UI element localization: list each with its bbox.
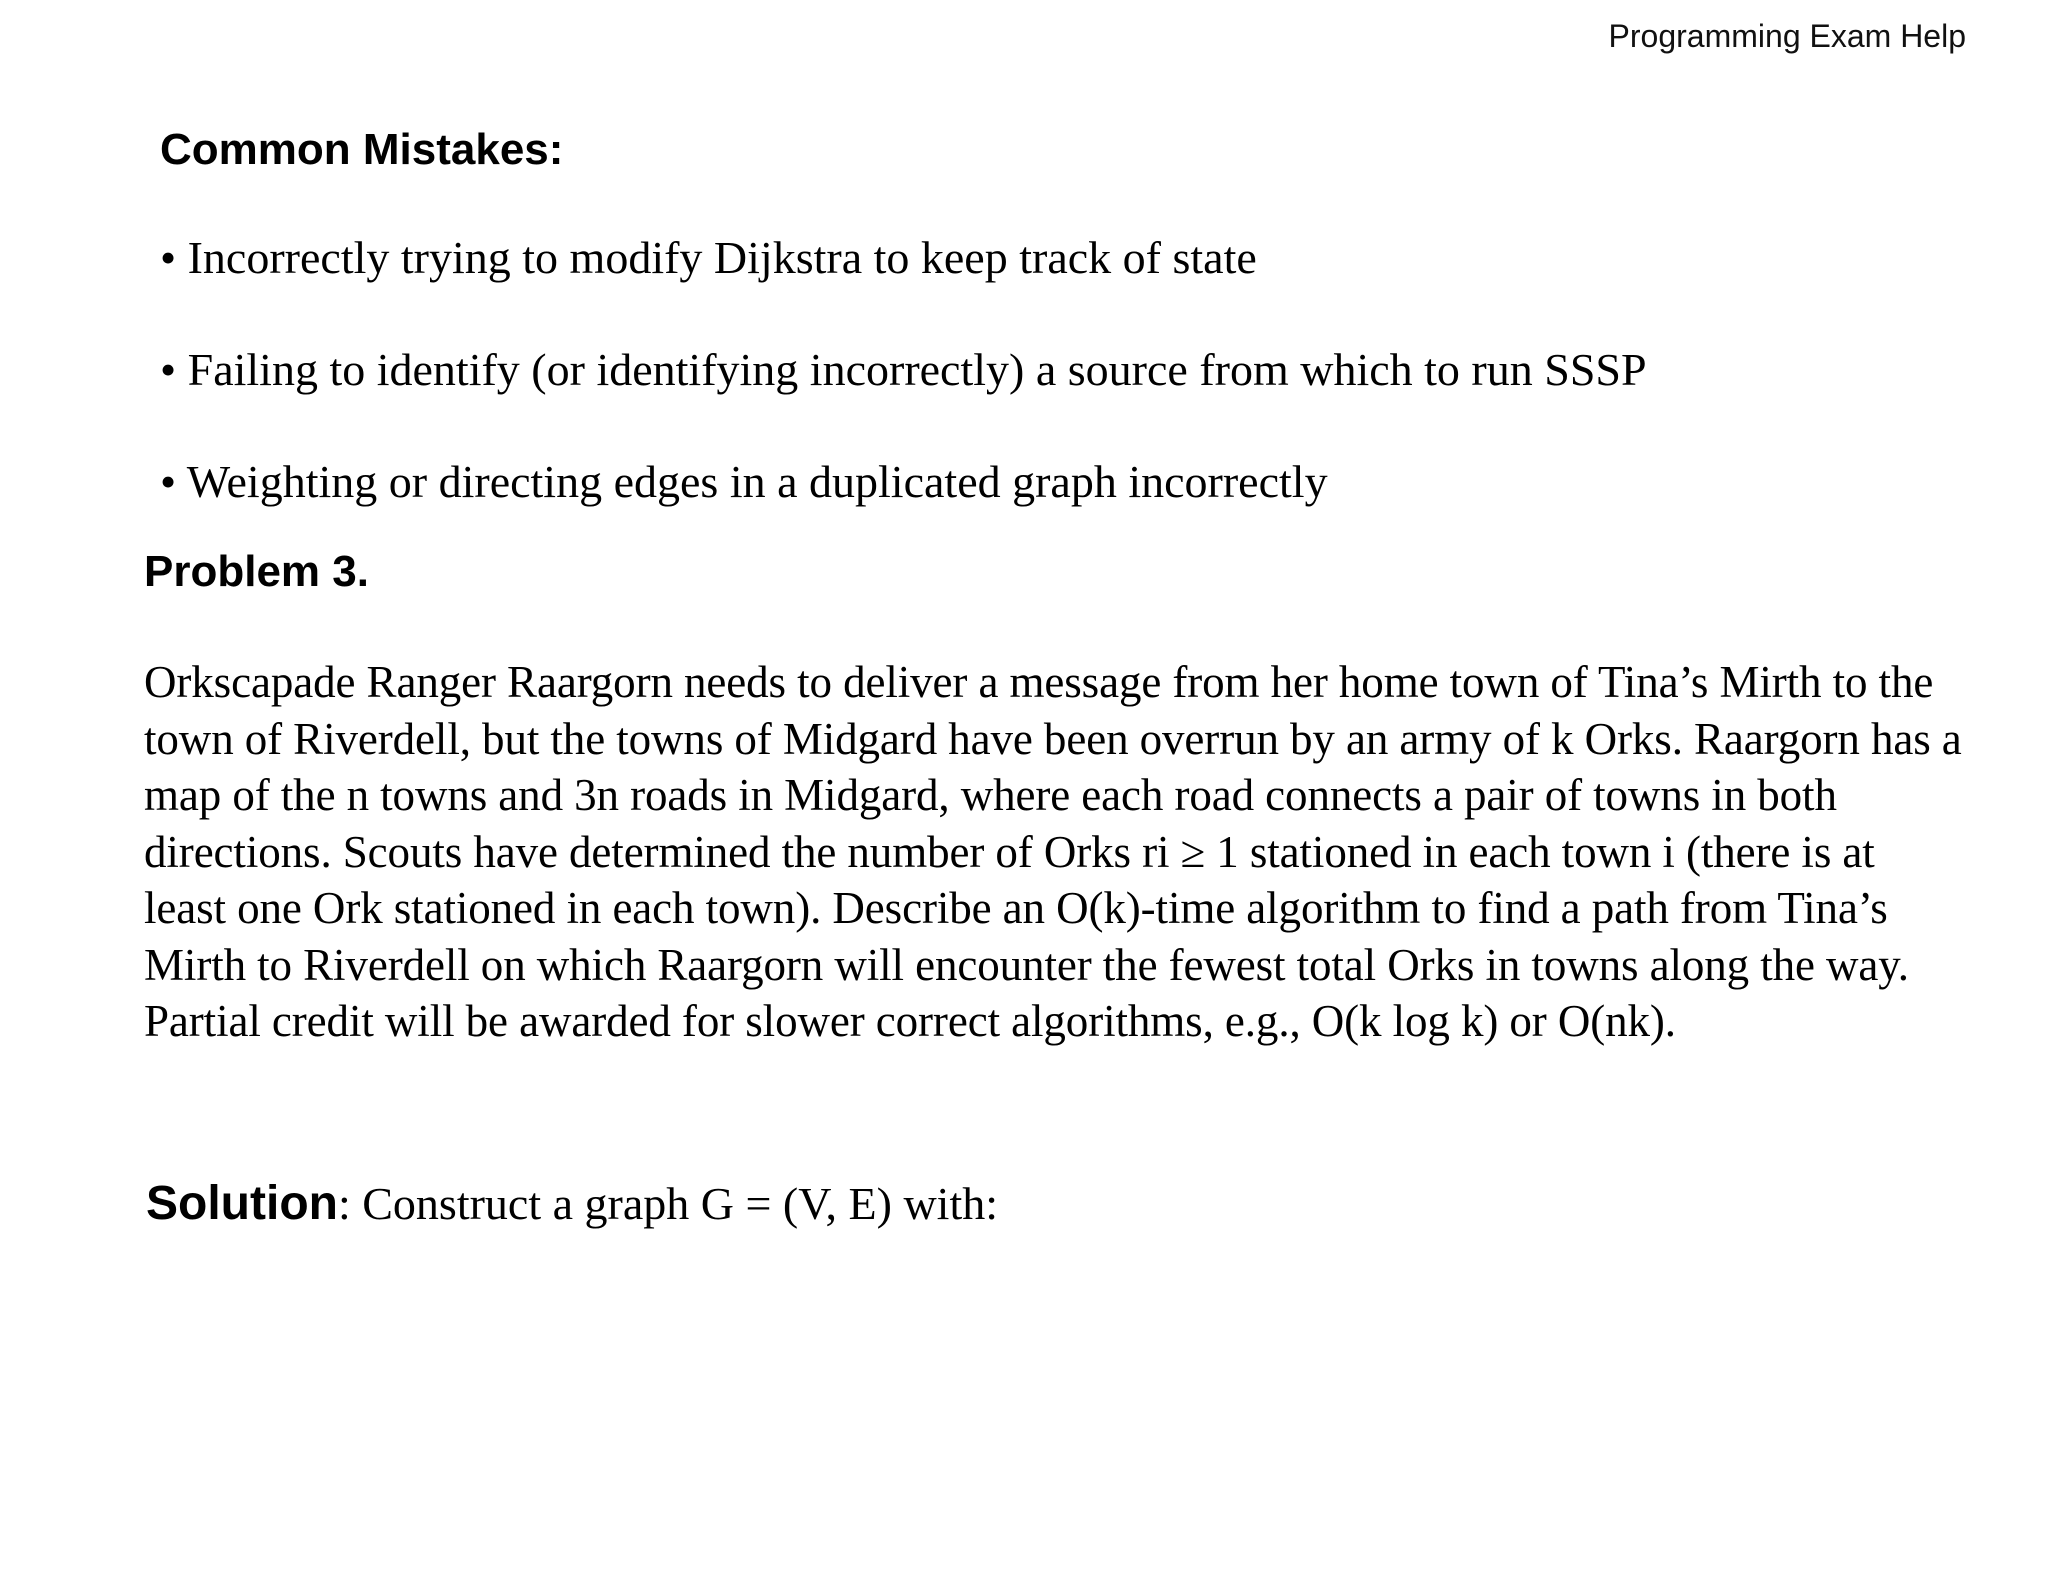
problem-statement: Orkscapade Ranger Raargorn needs to deliver a message from her home town of Tina’s Mirth to the town of Riverdell, but the towns of Midgard have been overrun by an army of k Orks. Raargorn has a map of the n towns and 3n roads in Midgard, where each road connects a pair of towns in both directions. Scouts have determined the number of Orks ri ≥ 1 stationed in each town i (there is at least one Ork stationed in each town). Describe an O(k)-time algorithm to find a path from Tina’s Mirth to Riverdell on which Raargorn will encounter the fewest total Orks in towns along the way. Partial credit will be awarded for slower correct algorithms, e.g., O(k log k) or O(nk). bbox=[144, 657, 1962, 1046]
mistake-item: • Failing to identify (or identifying incorrectly) a source from which to run SSSP bbox=[160, 344, 1647, 397]
source-label: Programming Exam Help bbox=[1608, 18, 1966, 54]
common-mistakes-heading: Common Mistakes: bbox=[160, 125, 564, 174]
solution-line bbox=[146, 1176, 998, 1231]
common-mistakes-list bbox=[160, 232, 1647, 568]
solution-text: : Construct a graph G = (V, E) with: bbox=[337, 1178, 999, 1229]
mistake-item: • Weighting or directing edges in a duplicated graph incorrectly bbox=[160, 456, 1647, 509]
solution-label: Solution bbox=[146, 1177, 338, 1230]
problem-heading: Problem 3. bbox=[144, 547, 369, 596]
mistake-item: • Incorrectly trying to modify Dijkstra to keep track of state bbox=[160, 232, 1647, 285]
